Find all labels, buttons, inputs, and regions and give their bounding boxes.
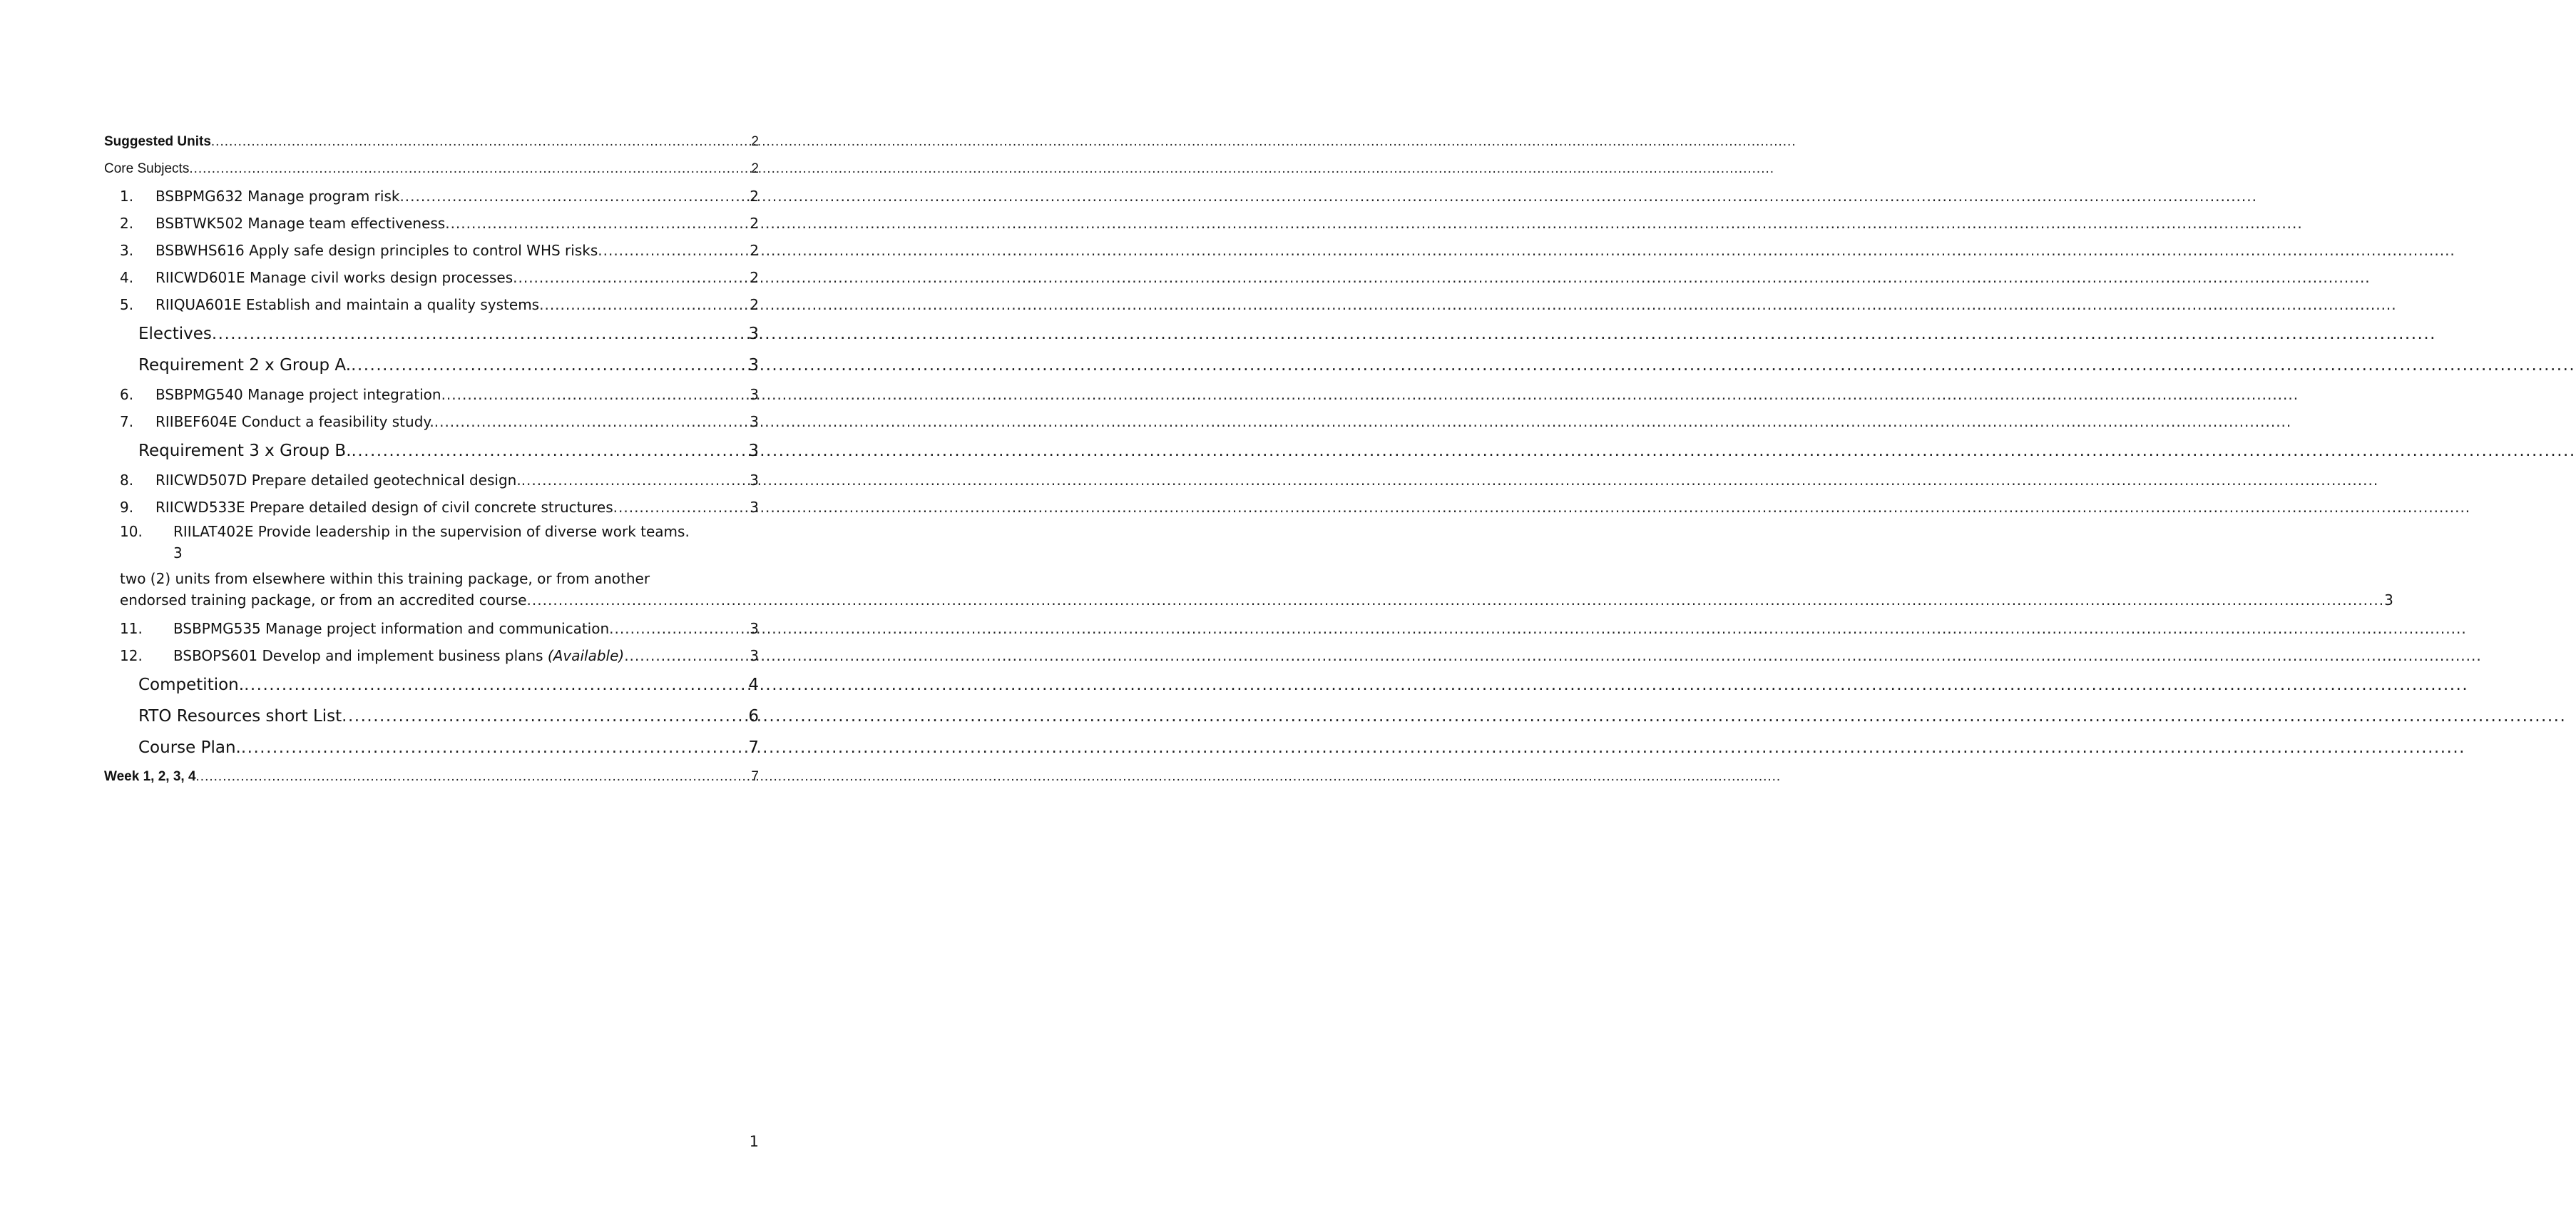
toc-entry-text: RIIBEF604E Conduct a feasibility study.	[155, 413, 434, 430]
toc-entry-text: Core Subjects	[104, 161, 190, 176]
toc-page-number: 3	[748, 442, 759, 460]
toc-entry-text: Course Plan.	[138, 738, 241, 757]
toc-entry-text: RIIQUA601E Establish and maintain a quality systems	[155, 296, 540, 313]
dot-leader	[434, 408, 749, 435]
dot-leader	[613, 494, 749, 521]
toc-entry-item-11[interactable]	[104, 615, 759, 642]
toc-entry-week[interactable]	[104, 763, 759, 790]
toc-entry-group-a-6[interactable]	[104, 381, 759, 408]
list-number: 8.	[120, 472, 134, 489]
toc-entry-text: BSBPMG540 Manage project integration	[155, 386, 441, 403]
dot-leader	[211, 128, 747, 156]
toc-entry-core-3[interactable]	[104, 237, 759, 264]
dot-leader	[598, 237, 748, 264]
toc-page-number: 3	[750, 386, 759, 403]
toc-entry-item-12[interactable]	[104, 642, 759, 669]
toc-entry-rto-resources[interactable]	[104, 701, 759, 732]
toc-entry-text: endorsed training package, or from an accredited course	[120, 591, 527, 609]
toc-page-number: 3	[750, 647, 759, 664]
toc-entry-core-subjects[interactable]	[104, 156, 759, 183]
dot-leader	[527, 589, 2385, 611]
page-number: 1	[749, 1133, 759, 1150]
toc-entry-text: RIICWD507D Prepare detailed geotechnical design.	[155, 472, 521, 489]
list-number: 2.	[120, 215, 134, 232]
toc-entry-text: BSBTWK502 Manage team effectiveness	[155, 215, 446, 232]
toc-entry-core-5[interactable]	[104, 291, 759, 318]
toc-entry-text: RIILAT402E Provide leadership in the supervision of diverse work teams.	[173, 523, 690, 540]
toc-entry-text: BSBOPS601 Develop and implement business plans (Available)	[173, 647, 625, 664]
toc-page-number: 3	[750, 413, 759, 430]
toc-entry-competition[interactable]	[104, 669, 759, 701]
dot-leader	[244, 669, 747, 701]
toc-page-number: 3	[750, 499, 759, 516]
toc-page-number: 2	[750, 188, 759, 205]
list-number: 5.	[120, 296, 134, 313]
dot-leader	[241, 732, 747, 763]
toc-entry-text: Electives	[138, 325, 212, 343]
toc-entry-suggested-units[interactable]	[104, 128, 759, 156]
dot-leader	[513, 264, 748, 291]
toc-entry-group-a-7[interactable]	[104, 408, 759, 435]
dot-leader	[445, 210, 748, 237]
toc-entry-text: RIICWD601E Manage civil works design processes	[155, 269, 513, 286]
list-number: 11.	[120, 620, 143, 637]
toc-entry-core-4[interactable]	[104, 264, 759, 291]
dot-leader	[342, 701, 747, 732]
toc-entry-text: BSBPMG535 Manage project information and communication	[173, 620, 610, 637]
toc-page-number: 2	[751, 134, 759, 149]
toc-entry-item-10[interactable]	[104, 521, 759, 564]
toc-page-number: 2	[750, 215, 759, 232]
dot-leader	[399, 183, 748, 210]
list-number: 6.	[120, 386, 134, 403]
toc-page-number: 2	[750, 296, 759, 313]
toc-entry-group-a[interactable]	[104, 350, 759, 381]
toc-entry-group-b[interactable]	[104, 435, 759, 467]
toc-page-number: 3	[2384, 591, 2393, 609]
toc-page-number: 3	[748, 325, 759, 343]
toc-page-number: 2	[750, 242, 759, 259]
toc-page-number: 3	[748, 356, 759, 375]
list-number: 9.	[120, 499, 134, 516]
toc-page-number: 7	[751, 769, 759, 784]
dot-leader	[539, 291, 748, 318]
toc-page-number: 6	[748, 707, 759, 726]
list-number: 4.	[120, 269, 134, 286]
dot-leader	[189, 156, 747, 183]
list-number: 3.	[120, 242, 134, 259]
toc-entry-text: Week 1, 2, 3, 4	[104, 769, 196, 784]
toc-entry-core-1[interactable]	[104, 183, 759, 210]
toc-entry-text: RIICWD533E Prepare detailed design of civil concrete structures	[155, 499, 613, 516]
toc-page-number: 3	[750, 620, 759, 637]
toc-entry-text: Competition.	[138, 676, 245, 694]
toc-entry-other-units[interactable]	[104, 568, 2393, 611]
toc-entry-electives[interactable]	[104, 318, 759, 350]
toc-page-number: 3	[173, 544, 183, 561]
dot-leader	[521, 467, 749, 494]
dot-leader	[441, 381, 749, 408]
toc-entry-text: BSBPMG632 Manage program risk	[155, 188, 400, 205]
availability-note: (Available)	[547, 647, 625, 664]
dot-leader	[352, 435, 747, 467]
toc-entry-text: two (2) units from elsewhere within this training package, or from another	[120, 570, 650, 587]
dot-leader	[624, 642, 748, 669]
dot-leader	[196, 763, 747, 790]
toc-entry-text: Requirement 2 x Group A.	[138, 356, 352, 375]
list-number: 12.	[120, 647, 143, 664]
list-number: 7.	[120, 413, 134, 430]
toc-page-number: 2	[751, 161, 759, 176]
toc-entry-text: RTO Resources short List	[138, 707, 342, 726]
toc-entry-text: BSBWHS616 Apply safe design principles to control WHS risks	[155, 242, 598, 259]
toc-entry-text: Requirement 3 x Group B.	[138, 442, 352, 460]
toc-entry-group-b-9[interactable]	[104, 494, 759, 521]
toc-entry-group-b-8[interactable]	[104, 467, 759, 494]
toc-page-number: 4	[748, 676, 759, 694]
list-number: 10.	[120, 523, 143, 540]
dot-leader	[212, 318, 747, 350]
toc-page-number: 7	[748, 738, 759, 757]
toc-page-number: 2	[750, 269, 759, 286]
toc-entry-core-2[interactable]	[104, 210, 759, 237]
toc-entry-text: Suggested Units	[104, 134, 211, 149]
dot-leader	[609, 615, 748, 642]
dot-leader	[351, 350, 747, 381]
table-of-contents	[104, 128, 2393, 790]
list-number: 1.	[120, 188, 134, 205]
toc-entry-course-plan[interactable]	[104, 732, 759, 763]
toc-page-number: 3	[750, 472, 759, 489]
